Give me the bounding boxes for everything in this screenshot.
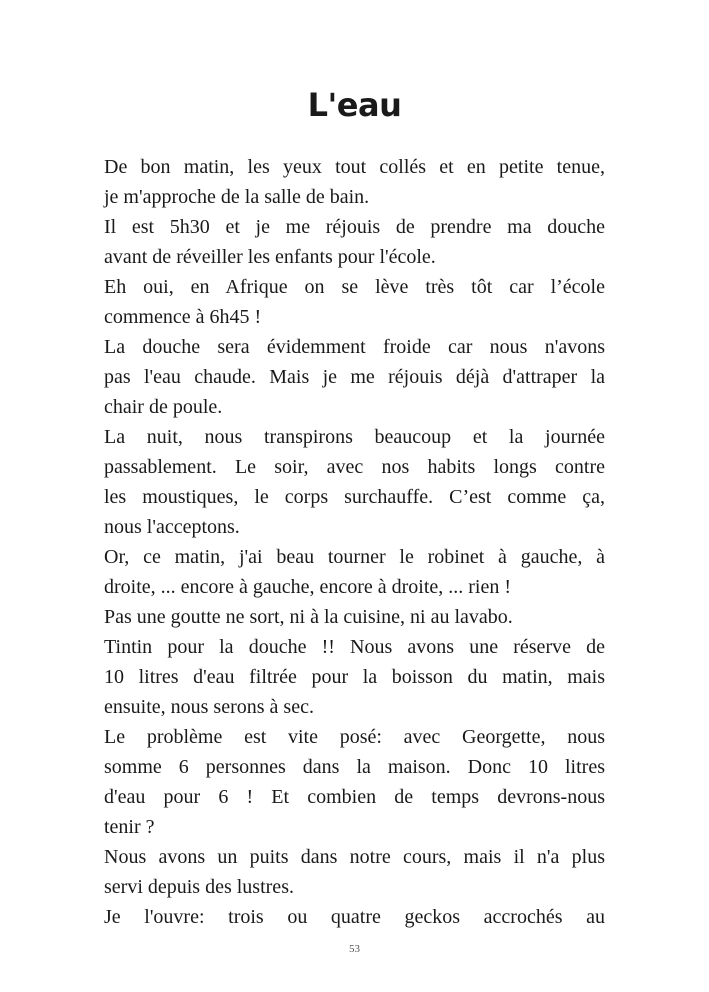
- text-line: De bon matin, les yeux tout collés et en petite tenue,: [104, 156, 605, 178]
- text-line: Le problème est vite posé: avec Georgette, nous: [104, 726, 605, 748]
- text-line: La douche sera évidemment froide car nous n'avons: [104, 336, 605, 358]
- text-line: servi depuis des lustres.: [104, 876, 294, 898]
- page-title: L'eau: [307, 86, 402, 124]
- text-line: Il est 5h30 et je me réjouis de prendre ma douche: [104, 216, 605, 238]
- text-line: pas l'eau chaude. Mais je me réjouis déjà d'attraper la: [104, 366, 605, 388]
- text-line: tenir ?: [104, 816, 155, 838]
- text-line: avant de réveiller les enfants pour l'école.: [104, 246, 436, 268]
- text-line: Nous avons un puits dans notre cours, mais il n'a plus: [104, 846, 605, 868]
- text-line: somme 6 personnes dans la maison. Donc 10 litres: [104, 756, 605, 778]
- text-line: les moustiques, le corps surchauffe. C’est comme ça,: [104, 486, 605, 508]
- text-line: Eh oui, en Afrique on se lève très tôt car l’école: [104, 276, 605, 298]
- text-line: Tintin pour la douche !! Nous avons une réserve de: [104, 636, 605, 658]
- body-text: [104, 152, 605, 932]
- text-line: commence à 6h45 !: [104, 306, 262, 328]
- text-line: droite, ... encore à gauche, encore à droite, ... rien !: [104, 576, 512, 598]
- text-line: Je l'ouvre: trois ou quatre geckos accrochés au: [104, 906, 605, 928]
- text-line: passablement. Le soir, avec nos habits longs contre: [104, 456, 605, 478]
- text-line: chair de poule.: [104, 396, 223, 418]
- page-number: 53: [349, 943, 360, 955]
- text-line: nous l'acceptons.: [104, 516, 240, 538]
- text-line: ensuite, nous serons à sec.: [104, 696, 314, 718]
- text-line: je m'approche de la salle de bain.: [104, 186, 370, 208]
- text-line: La nuit, nous transpirons beaucoup et la journée: [104, 426, 605, 448]
- text-line: Or, ce matin, j'ai beau tourner le robinet à gauche, à: [104, 546, 605, 568]
- text-line: d'eau pour 6 ! Et combien de temps devrons-nous: [104, 786, 605, 808]
- text-line: 10 litres d'eau filtrée pour la boisson du matin, mais: [104, 666, 605, 688]
- text-line: Pas une goutte ne sort, ni à la cuisine, ni au lavabo.: [104, 606, 513, 628]
